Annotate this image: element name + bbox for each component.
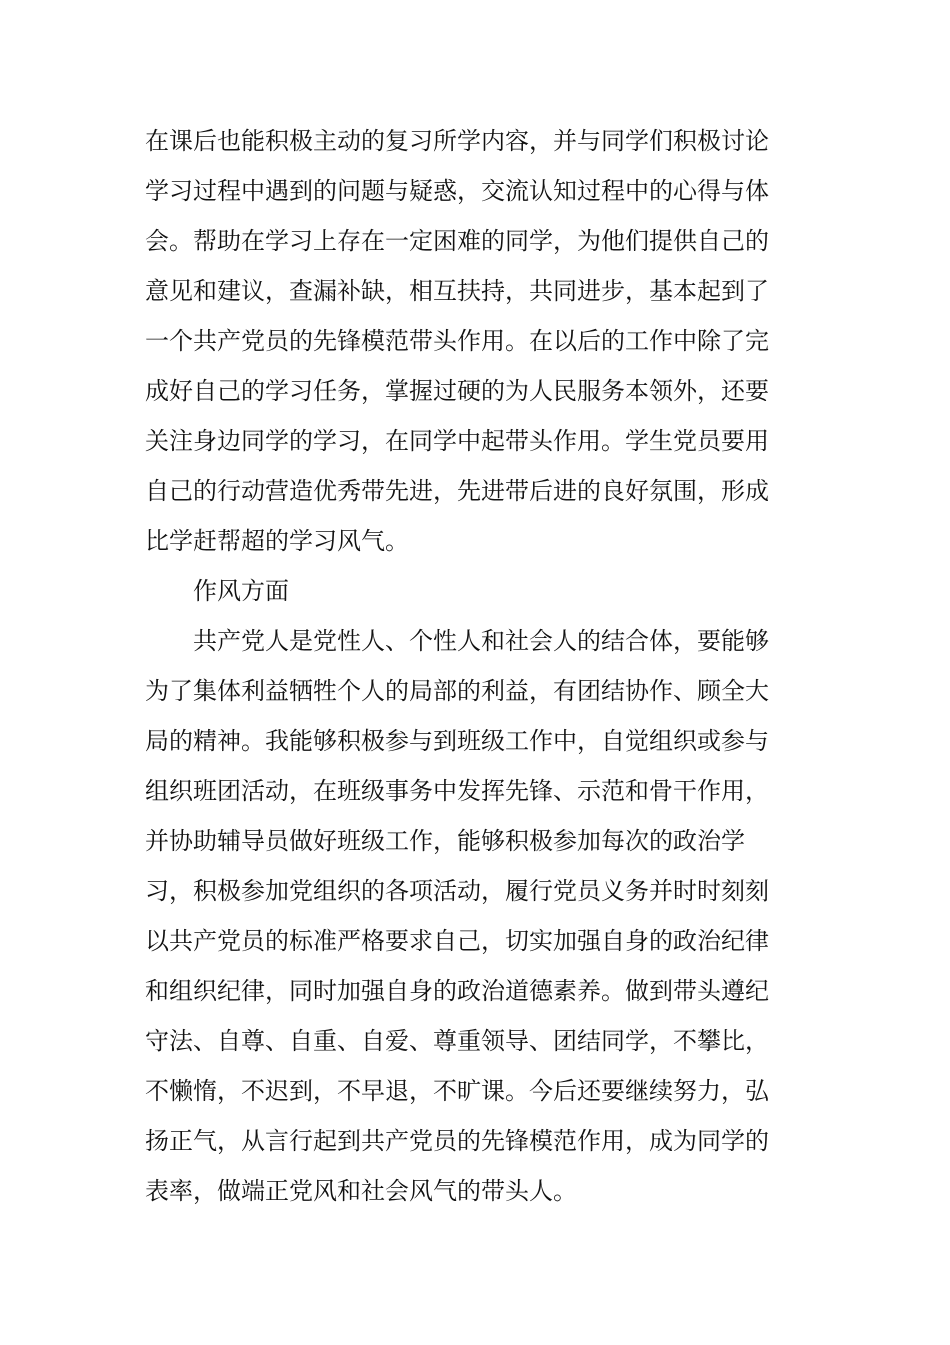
text-line: 学习过程中遇到的问题与疑惑，交流认知过程中的心得与体 — [145, 177, 769, 205]
text-line: 成好自己的学习任务，掌握过硬的为人民服务本领外，还要 — [145, 377, 769, 405]
text-line: 自己的行动营造优秀带先进，先进带后进的良好氛围，形成 — [145, 477, 769, 505]
text-line: 会。帮助在学习上存在一定困难的同学，为他们提供自己的 — [145, 227, 769, 255]
text-line: 并协助辅导员做好班级工作，能够积极参加每次的政治学 — [145, 827, 745, 855]
text-line: 在课后也能积极主动的复习所学内容，并与同学们积极讨论 — [145, 127, 769, 155]
text-line: 扬正气，从言行起到共产党员的先锋模范作用，成为同学的 — [145, 1127, 769, 1155]
text-line: 比学赶帮超的学习风气。 — [145, 527, 409, 555]
text-line: 一个共产党员的先锋模范带头作用。在以后的工作中除了完 — [145, 327, 769, 355]
document-body — [145, 116, 769, 1216]
text-line: 不懒惰，不迟到，不早退，不旷课。今后还要继续努力，弘 — [145, 1077, 769, 1105]
text-line: 习，积极参加党组织的各项活动，履行党员义务并时时刻刻 — [145, 877, 769, 905]
text-line: 局的精神。我能够积极参与到班级工作中，自觉组织或参与 — [145, 727, 769, 755]
text-line: 以共产党员的标准严格要求自己，切实加强自身的政治纪律 — [145, 927, 769, 955]
text-line: 为了集体利益牺牲个人的局部的利益，有团结协作、顾全大 — [145, 677, 769, 705]
text-line: 共产党人是党性人、个性人和社会人的结合体，要能够 — [193, 627, 769, 655]
section-heading-block — [145, 566, 741, 616]
text-line: 和组织纪律，同时加强自身的政治道德素养。做到带头遵纪 — [145, 977, 769, 1005]
paragraph-study — [145, 116, 769, 566]
section-heading: 作风方面 — [193, 577, 289, 605]
text-line: 表率，做端正党风和社会风气的带头人。 — [145, 1177, 577, 1205]
text-line: 守法、自尊、自重、自爱、尊重领导、团结同学，不攀比， — [145, 1027, 769, 1055]
text-line: 意见和建议，查漏补缺，相互扶持，共同进步，基本起到了 — [145, 277, 769, 305]
text-line: 关注身边同学的学习，在同学中起带头作用。学生党员要用 — [145, 427, 769, 455]
text-line: 组织班团活动，在班级事务中发挥先锋、示范和骨干作用， — [145, 777, 769, 805]
paragraph-style — [145, 616, 769, 1216]
